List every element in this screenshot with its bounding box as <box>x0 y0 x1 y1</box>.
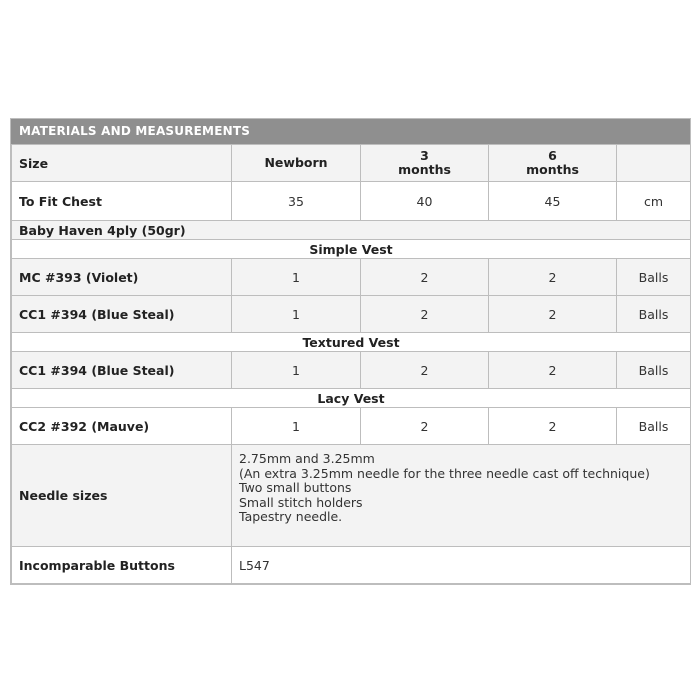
section-header <box>12 240 691 259</box>
table-row <box>12 296 691 333</box>
size-label: Size <box>12 145 232 182</box>
unit: Balls <box>617 259 691 296</box>
ball-count: 1 <box>232 296 361 333</box>
section-title-simple-vest: Simple Vest <box>12 240 691 259</box>
size-line1: 6 <box>548 148 557 163</box>
chest-value: 35 <box>232 182 361 221</box>
needle-label: Needle sizes <box>12 445 232 547</box>
needle-notes <box>232 445 691 547</box>
size-line2: months <box>398 162 451 177</box>
ball-count: 2 <box>361 259 489 296</box>
yarn-colour-label: CC1 #394 (Blue Steal) <box>12 352 232 389</box>
ball-count: 1 <box>232 352 361 389</box>
chest-unit: cm <box>617 182 691 221</box>
unit: Balls <box>617 352 691 389</box>
buttons-label: Incomparable Buttons <box>12 547 232 584</box>
size-line2: months <box>526 162 579 177</box>
ball-count: 2 <box>361 296 489 333</box>
ball-count: 2 <box>361 408 489 445</box>
size-header-row <box>12 145 691 182</box>
section-title-textured-vest: Textured Vest <box>12 333 691 352</box>
size-newborn <box>232 145 361 182</box>
needle-note-line: (An extra 3.25mm needle for the three needle cast off technique) <box>239 465 650 481</box>
section-header <box>12 389 691 408</box>
ball-count: 1 <box>232 408 361 445</box>
needle-note-line: Tapestry needle. <box>239 509 343 524</box>
table-row <box>12 352 691 389</box>
size-unit <box>617 145 691 182</box>
chest-label: To Fit Chest <box>12 182 232 221</box>
size-3-months <box>361 145 489 182</box>
yarn-label: Baby Haven 4ply (50gr) <box>12 221 691 240</box>
yarn-colour-label: MC #393 (Violet) <box>12 259 232 296</box>
chest-value: 45 <box>489 182 617 221</box>
ball-count: 2 <box>489 259 617 296</box>
buttons-value: L547 <box>232 547 691 584</box>
ball-count: 1 <box>232 259 361 296</box>
ball-count: 2 <box>489 352 617 389</box>
yarn-row <box>12 221 691 240</box>
ball-count: 2 <box>361 352 489 389</box>
needle-note-line: Small stitch holders <box>239 494 363 510</box>
materials-table <box>10 118 691 585</box>
unit: Balls <box>617 296 691 333</box>
section-header <box>12 333 691 352</box>
table-row <box>12 259 691 296</box>
ball-count: 2 <box>489 408 617 445</box>
size-line1: 3 <box>420 148 429 163</box>
needle-note-line: 2.75mm and 3.25mm <box>239 451 375 466</box>
yarn-colour-label: CC1 #394 (Blue Steal) <box>12 296 232 333</box>
table-row <box>12 408 691 445</box>
buttons-row <box>12 547 691 584</box>
section-title-lacy-vest: Lacy Vest <box>12 389 691 408</box>
needle-row <box>12 445 691 547</box>
unit: Balls <box>617 408 691 445</box>
needle-note-line: Two small buttons <box>239 480 352 495</box>
chest-row <box>12 182 691 221</box>
chest-value: 40 <box>361 182 489 221</box>
size-line1: Newborn <box>264 155 328 170</box>
table-title: MATERIALS AND MEASUREMENTS <box>11 119 690 144</box>
size-6-months <box>489 145 617 182</box>
yarn-colour-label: CC2 #392 (Mauve) <box>12 408 232 445</box>
ball-count: 2 <box>489 296 617 333</box>
materials-grid <box>11 144 691 584</box>
